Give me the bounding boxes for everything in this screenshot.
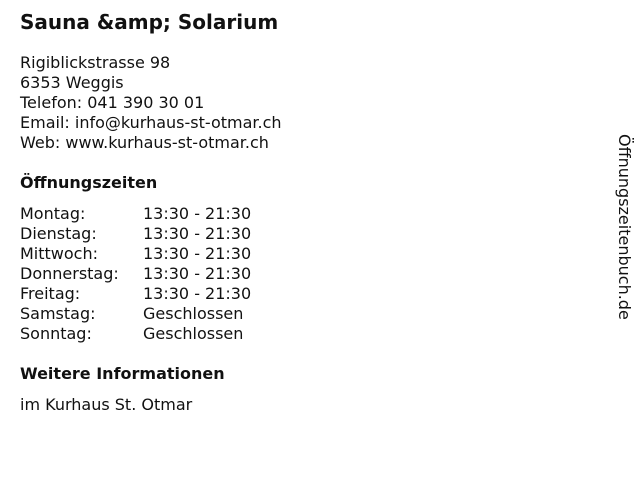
- opening-hours-table: [20, 204, 580, 344]
- hours-time: 13:30 - 21:30: [143, 284, 252, 303]
- brand-watermark: Öffnungszeitenbuch.de: [615, 134, 634, 320]
- website-address: Web: www.kurhaus-st-otmar.ch: [20, 133, 269, 152]
- hours-row-thursday: [20, 264, 580, 284]
- hours-time: 13:30 - 21:30: [143, 204, 252, 223]
- email-address: Email: info@kurhaus-st-otmar.ch: [20, 113, 282, 132]
- hours-time: 13:30 - 21:30: [143, 224, 252, 243]
- hours-day: Dienstag:: [20, 224, 97, 243]
- hours-time: Geschlossen: [143, 304, 244, 323]
- business-card: [20, 10, 580, 415]
- page-title: Sauna &amp; Solarium: [20, 10, 279, 34]
- hours-day: Montag:: [20, 204, 86, 223]
- address-block: [20, 53, 580, 153]
- more-info-text: im Kurhaus St. Otmar: [20, 395, 193, 414]
- hours-row-monday: [20, 204, 580, 224]
- hours-time: 13:30 - 21:30: [143, 244, 252, 263]
- street-address: Rigiblickstrasse 98: [20, 53, 171, 72]
- city-address: 6353 Weggis: [20, 73, 124, 92]
- hours-time: 13:30 - 21:30: [143, 264, 252, 283]
- hours-row-sunday: [20, 324, 580, 344]
- hours-row-friday: [20, 284, 580, 304]
- hours-row-tuesday: [20, 224, 580, 244]
- hours-day: Donnerstag:: [20, 264, 119, 283]
- hours-day: Mittwoch:: [20, 244, 98, 263]
- hours-time: Geschlossen: [143, 324, 244, 343]
- hours-row-wednesday: [20, 244, 580, 264]
- more-info-heading: Weitere Informationen: [20, 364, 225, 383]
- hours-day: Sonntag:: [20, 324, 92, 343]
- hours-day: Freitag:: [20, 284, 81, 303]
- phone-number: Telefon: 041 390 30 01: [20, 93, 205, 112]
- hours-row-saturday: [20, 304, 580, 324]
- hours-day: Samstag:: [20, 304, 96, 323]
- opening-hours-heading: Öffnungszeiten: [20, 173, 158, 192]
